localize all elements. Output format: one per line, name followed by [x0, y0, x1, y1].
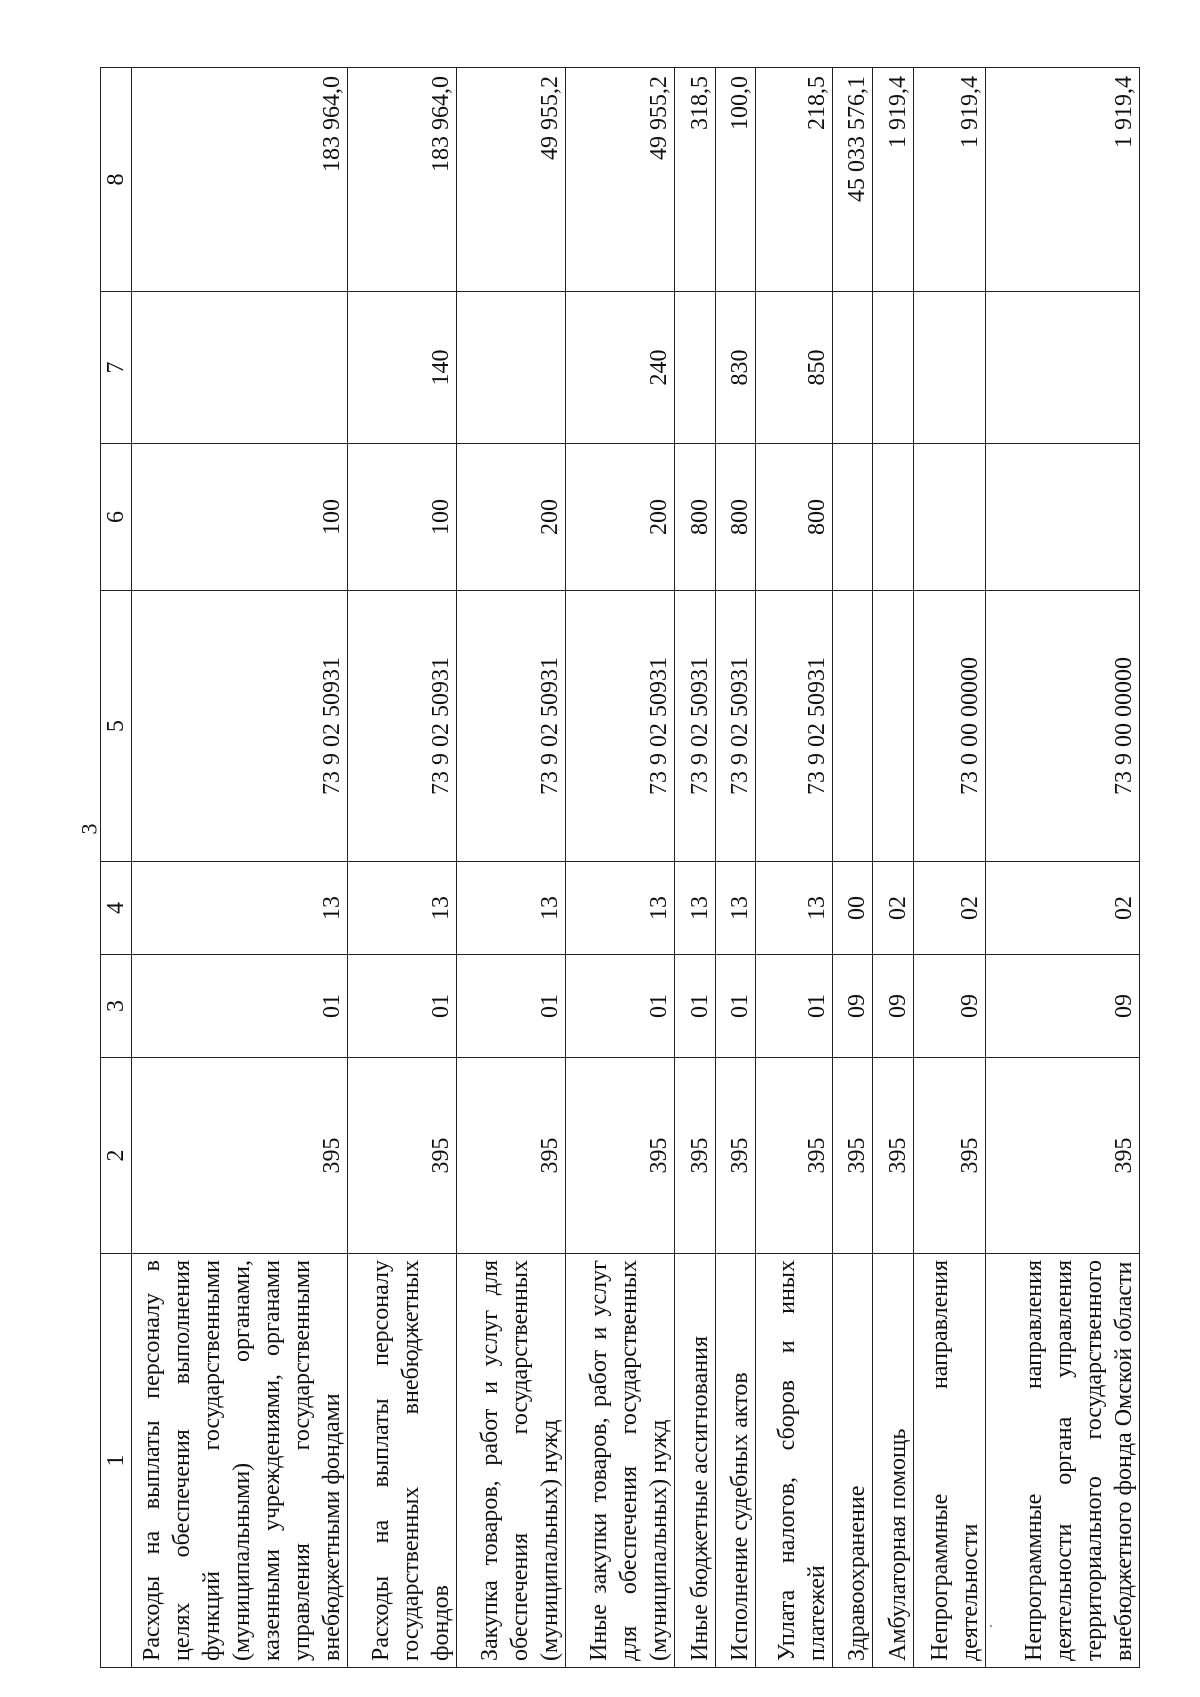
table-row: [832, 68, 872, 1668]
table-cell: [832, 292, 872, 444]
table-cell: 49 955,2: [457, 68, 566, 292]
table-cell: 02: [873, 862, 913, 955]
table-cell: 73 9 02 50931: [715, 591, 755, 862]
table-cell: 01: [457, 955, 566, 1058]
table-cell: 13: [457, 862, 566, 955]
table-row: [566, 68, 675, 1668]
table-cell: 01: [566, 955, 675, 1058]
column-header: 3: [101, 955, 132, 1058]
row-name-cell: Непрограммные направления деятельности органа управления территориального государственного внебюджетного фонда Омской области: [986, 1254, 1140, 1668]
row-name-cell: Расходы на выплаты персоналу государственных внебюджетных фондов: [348, 1254, 457, 1668]
table-cell: 09: [986, 955, 1140, 1058]
table-row: [675, 68, 715, 1668]
table-cell: [132, 292, 348, 444]
table-row: [913, 68, 986, 1668]
table-cell: 09: [913, 955, 986, 1058]
row-name-cell: Расходы на выплаты персоналу в целях обеспечения выполнения функций государственными (муниципальными) органами, казенными учреждениями, органами управления государственными внебюджетными фондами: [132, 1254, 348, 1668]
table-cell: 13: [348, 862, 457, 955]
table-cell: 183 964,0: [348, 68, 457, 292]
table-cell: 395: [873, 1058, 913, 1254]
table-cell: 73 9 02 50931: [132, 591, 348, 862]
table-cell: 73 9 02 50931: [756, 591, 833, 862]
table-cell: 800: [675, 444, 715, 591]
table-cell: 02: [986, 862, 1140, 955]
table-cell: [986, 292, 1140, 444]
column-header: 7: [101, 292, 132, 444]
table-cell: 183 964,0: [132, 68, 348, 292]
table-cell: [873, 444, 913, 591]
table-cell: 395: [566, 1058, 675, 1254]
row-name-cell: Иные бюджетные ассигнования: [675, 1254, 715, 1668]
table-cell: 395: [675, 1058, 715, 1254]
scan-speck: [990, 1625, 992, 1627]
table-cell: 800: [756, 444, 833, 591]
table-cell: 395: [132, 1058, 348, 1254]
table-cell: 73 0 00 00000: [913, 591, 986, 862]
table-cell: 73 9 00 00000: [986, 591, 1140, 862]
table-cell: 09: [832, 955, 872, 1058]
table-cell: [675, 292, 715, 444]
table-cell: 1 919,4: [913, 68, 986, 292]
table-row: [132, 68, 348, 1668]
column-header: 4: [101, 862, 132, 955]
table-cell: 13: [756, 862, 833, 955]
table-cell: [873, 292, 913, 444]
table-cell: [913, 444, 986, 591]
table-cell: 395: [348, 1058, 457, 1254]
table-row: [457, 68, 566, 1668]
column-header: 8: [101, 68, 132, 292]
row-name-cell: Уплата налогов, сборов и иных платежей: [756, 1254, 833, 1668]
table-row: [715, 68, 755, 1668]
budget-table: [100, 67, 1140, 1668]
table-cell: 395: [913, 1058, 986, 1254]
table-cell: 01: [675, 955, 715, 1058]
table-cell: 100: [132, 444, 348, 591]
table-cell: 13: [132, 862, 348, 955]
table-cell: 1 919,4: [873, 68, 913, 292]
table-cell: 395: [756, 1058, 833, 1254]
table-cell: 73 9 02 50931: [566, 591, 675, 862]
table-cell: 13: [715, 862, 755, 955]
table-cell: 02: [913, 862, 986, 955]
table-cell: 73 9 02 50931: [457, 591, 566, 862]
table-cell: 49 955,2: [566, 68, 675, 292]
table-cell: 395: [457, 1058, 566, 1254]
rotated-table-container: [100, 68, 1140, 1668]
table-cell: 395: [986, 1058, 1140, 1254]
row-name-cell: Здравоохранение: [832, 1254, 872, 1668]
table-cell: 830: [715, 292, 755, 444]
table-cell: 100: [348, 444, 457, 591]
table-cell: 850: [756, 292, 833, 444]
table-cell: [873, 591, 913, 862]
table-cell: 01: [348, 955, 457, 1058]
table-row: [986, 68, 1140, 1668]
table-cell: 01: [132, 955, 348, 1058]
table-cell: 100,0: [715, 68, 755, 292]
table-cell: 73 9 02 50931: [675, 591, 715, 862]
row-name-cell: Иные закупки товаров, работ и услуг для обеспечения государственных (муниципальных) нужд: [566, 1254, 675, 1668]
page-number: 3: [76, 823, 102, 835]
table-cell: [986, 444, 1140, 591]
table-cell: [832, 444, 872, 591]
table-cell: 395: [832, 1058, 872, 1254]
table-cell: 200: [566, 444, 675, 591]
column-header: 5: [101, 591, 132, 862]
table-cell: 395: [715, 1058, 755, 1254]
table-cell: 45 033 576,1: [832, 68, 872, 292]
table-row: [873, 68, 913, 1668]
table-cell: 13: [675, 862, 715, 955]
table-cell: 1 919,4: [986, 68, 1140, 292]
table-cell: 00: [832, 862, 872, 955]
table-row: [756, 68, 833, 1668]
table-cell: [457, 292, 566, 444]
table-cell: 240: [566, 292, 675, 444]
table-cell: 73 9 02 50931: [348, 591, 457, 862]
table-cell: 140: [348, 292, 457, 444]
table-cell: 218,5: [756, 68, 833, 292]
row-name-cell: Непрограммные направления деятельности: [913, 1254, 986, 1668]
table-cell: 318,5: [675, 68, 715, 292]
table-cell: [832, 591, 872, 862]
row-name-cell: Закупка товаров, работ и услуг для обеспечения государственных (муниципальных) нужд: [457, 1254, 566, 1668]
table-cell: 13: [566, 862, 675, 955]
column-header: 1: [101, 1254, 132, 1668]
table-cell: [913, 292, 986, 444]
table-cell: 01: [756, 955, 833, 1058]
column-header: 2: [101, 1058, 132, 1254]
table-cell: 800: [715, 444, 755, 591]
row-name-cell: Амбулаторная помощь: [873, 1254, 913, 1668]
row-name-cell: Исполнение судебных актов: [715, 1254, 755, 1668]
table-cell: 01: [715, 955, 755, 1058]
table-cell: 09: [873, 955, 913, 1058]
table-cell: 200: [457, 444, 566, 591]
table-row: [348, 68, 457, 1668]
table-header-row: [101, 68, 132, 1668]
column-header: 6: [101, 444, 132, 591]
